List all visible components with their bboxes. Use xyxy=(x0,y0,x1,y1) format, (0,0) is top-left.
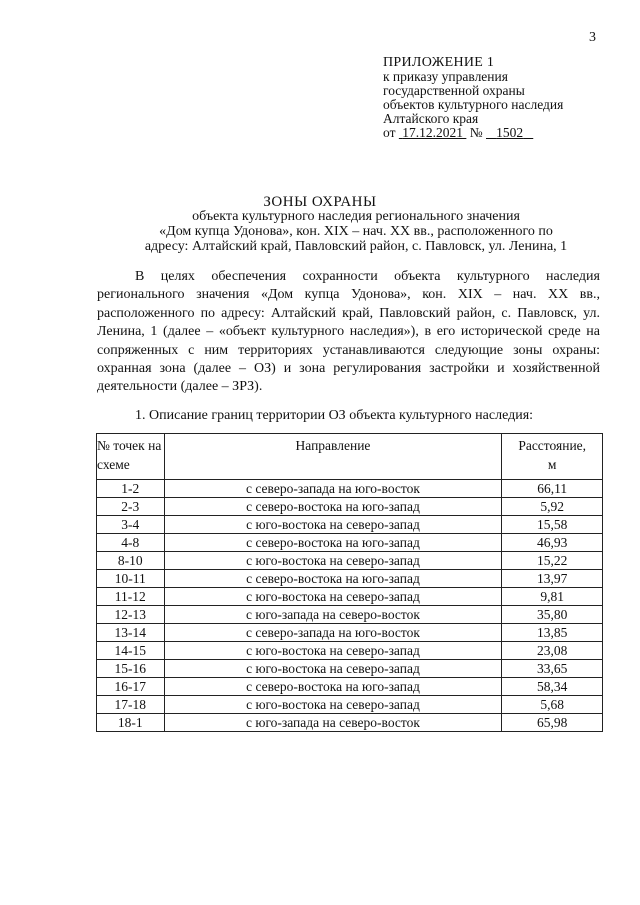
appendix-line: Алтайского края xyxy=(383,111,479,126)
header-distance: Расстояние, м xyxy=(502,434,603,480)
appendix-line: государственной охраны xyxy=(383,83,525,98)
table-row xyxy=(97,642,603,660)
table-row xyxy=(97,534,603,552)
cell-direction: с северо-востока на юго-запад xyxy=(164,570,502,588)
cell-direction: с юго-востока на северо-запад xyxy=(164,516,502,534)
cell-points: 10-11 xyxy=(97,570,165,588)
cell-distance: 9,81 xyxy=(502,588,603,606)
order-number: 1502 xyxy=(496,125,524,140)
order-prefix: от xyxy=(383,125,396,140)
cell-points: 1-2 xyxy=(97,480,165,498)
cell-distance: 35,80 xyxy=(502,606,603,624)
cell-direction: с северо-запада на юго-восток xyxy=(164,480,502,498)
page-number: 3 xyxy=(589,30,596,45)
appendix-block xyxy=(383,56,563,140)
cell-points: 11-12 xyxy=(97,588,165,606)
subtitle-line: объекта культурного наследия регионального значения xyxy=(192,209,520,224)
table-row xyxy=(97,498,603,516)
cell-distance: 66,11 xyxy=(502,480,603,498)
header-points: № точек на схеме xyxy=(97,434,165,480)
table-row xyxy=(97,570,603,588)
cell-distance: 15,22 xyxy=(502,552,603,570)
cell-points: 3-4 xyxy=(97,516,165,534)
appendix-title: ПРИЛОЖЕНИЕ 1 xyxy=(383,55,495,70)
table-row xyxy=(97,678,603,696)
table-row xyxy=(97,606,603,624)
cell-distance: 23,08 xyxy=(502,642,603,660)
table-row xyxy=(97,516,603,534)
order-date: 17.12.2021 xyxy=(402,125,463,140)
cell-direction: с северо-запада на юго-восток xyxy=(164,624,502,642)
table-row xyxy=(97,714,603,732)
cell-direction: с юго-востока на северо-запад xyxy=(164,588,502,606)
cell-points: 2-3 xyxy=(97,498,165,516)
cell-distance: 46,93 xyxy=(502,534,603,552)
cell-points: 8-10 xyxy=(97,552,165,570)
cell-points: 17-18 xyxy=(97,696,165,714)
order-line xyxy=(383,126,563,140)
table-row xyxy=(97,660,603,678)
cell-direction: с юго-востока на северо-запад xyxy=(164,642,502,660)
header-direction: Направление xyxy=(164,434,502,480)
cell-points: 4-8 xyxy=(97,534,165,552)
subtitle-line: «Дом купца Удонова», кон. XIX – нач. XX вв., расположенного по xyxy=(159,224,553,239)
cell-direction: с юго-востока на северо-запад xyxy=(164,696,502,714)
cell-points: 12-13 xyxy=(97,606,165,624)
cell-points: 14-15 xyxy=(97,642,165,660)
cell-points: 13-14 xyxy=(97,624,165,642)
boundary-table xyxy=(96,433,603,732)
cell-direction: с юго-запада на северо-восток xyxy=(164,606,502,624)
cell-direction: с юго-востока на северо-запад xyxy=(164,660,502,678)
cell-points: 15-16 xyxy=(97,660,165,678)
table-header-row xyxy=(97,434,603,480)
cell-points: 16-17 xyxy=(97,678,165,696)
table-row xyxy=(97,624,603,642)
table-row xyxy=(97,696,603,714)
table-row xyxy=(97,588,603,606)
body-paragraph: В целях обеспечения сохранности объекта культурного наследия регионального значения «Дом купца Удонова», кон. XIX – нач. XX вв., расположенного по адресу: Алтайский край, Павловский район, с. Павловск, ул. Ленина, 1 (далее – «объект культурного наследия»), в его исторической среде на сопряженных с ним территориях устанавливаются следующие зоны охраны: охранная зона (далее – ОЗ) и зона регулирования застройки и хозяйственной деятельности (далее – ЗРЗ). xyxy=(97,269,600,395)
cell-distance: 5,68 xyxy=(502,696,603,714)
cell-direction: с северо-востока на юго-запад xyxy=(164,534,502,552)
cell-direction: с северо-востока на юго-запад xyxy=(164,678,502,696)
appendix-line: к приказу управления xyxy=(383,69,508,84)
subtitle-line: адресу: Алтайский край, Павловский район, с. Павловск, ул. Ленина, 1 xyxy=(144,239,568,254)
cell-points: 18-1 xyxy=(97,714,165,732)
appendix-line: объектов культурного наследия xyxy=(383,97,564,112)
cell-direction: с юго-востока на северо-запад xyxy=(164,552,502,570)
cell-distance: 65,98 xyxy=(502,714,603,732)
cell-direction: с северо-востока на юго-запад xyxy=(164,498,502,516)
cell-distance: 13,97 xyxy=(502,570,603,588)
table-row xyxy=(97,480,603,498)
cell-distance: 5,92 xyxy=(502,498,603,516)
cell-distance: 33,65 xyxy=(502,660,603,678)
cell-distance: 58,34 xyxy=(502,678,603,696)
order-number-label: № xyxy=(469,125,483,140)
cell-distance: 15,58 xyxy=(502,516,603,534)
section-heading: 1. Описание границ территории ОЗ объекта культурного наследия: xyxy=(135,408,534,423)
document-subtitle xyxy=(96,209,616,254)
table-row xyxy=(97,552,603,570)
cell-distance: 13,85 xyxy=(502,624,603,642)
document-title: ЗОНЫ ОХРАНЫ xyxy=(263,194,377,210)
cell-direction: с юго-запада на северо-восток xyxy=(164,714,502,732)
